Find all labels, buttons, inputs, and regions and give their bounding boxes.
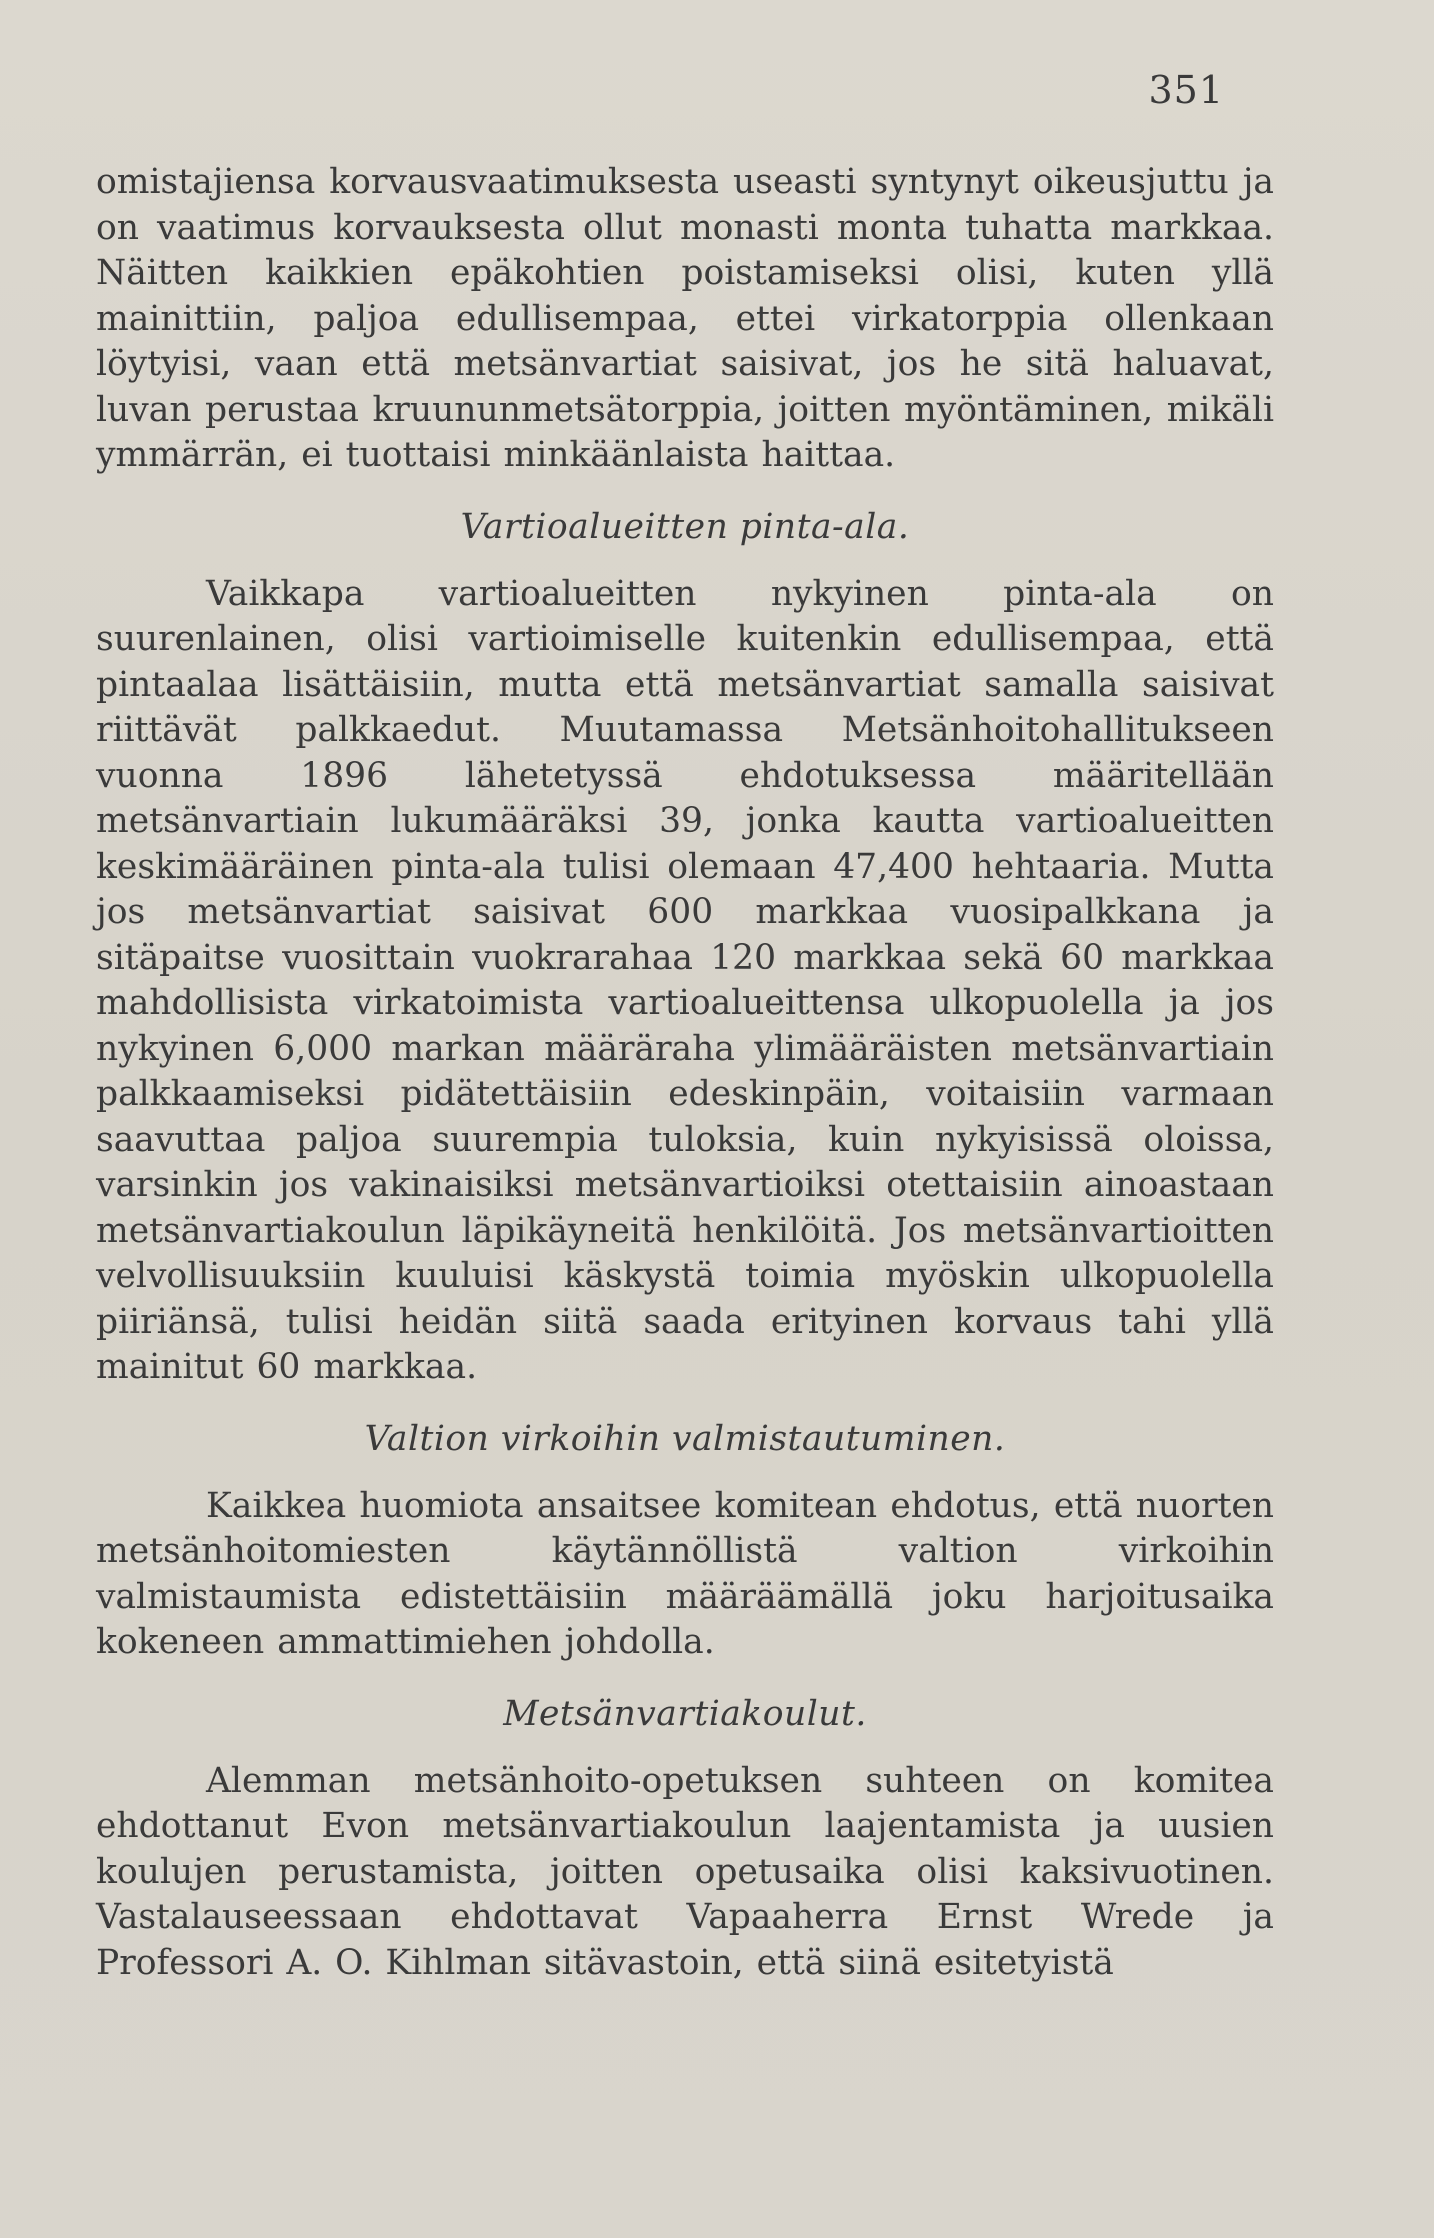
paragraph-metsanvartiakoulut: Alemman metsänhoito-opetuksen suhteen on komitea ehdottanut Evon metsänvartiakoulun laajentamista ja uusien koulujen perustamista, joitten opetusaika olisi kaksivuotinen. Vastalauseessaan ehdottavat Vapaaherra Ernst Wrede ja Professori A. O. Kihlman sitävastoin, että siinä esitetyistä	[96, 1760, 1274, 1983]
section-heading-metsanvartiakoulut: Metsänvartiakoulut.	[503, 1693, 867, 1734]
page-body	[96, 160, 1274, 1986]
paragraph-continuation: omistajiensa korvausvaatimuksesta useasti syntynyt oikeusjuttu ja on vaatimus korvauksesta ollut monasti monta tuhatta markkaa. Näitten kaikkien epäkohtien poistamiseksi olisi, kuten yllä mainittiin, paljoa edullisempaa, ettei virkatorppia ollenkaan löytyisi, vaan että metsänvartiat saisivat, jos he sitä haluavat, luvan perustaa kruununmetsätorppia, joitten myöntäminen, mikäli ymmärrän, ei tuottaisi minkäänlaista haittaa.	[96, 162, 1274, 475]
paragraph-valtion: Kaikkea huomiota ansaitsee komitean ehdotus, että nuorten metsänhoitomiesten käytännöllistä valtion virkoihin valmistaumista edistettäisiin määräämällä joku harjoitusaika kokeneen ammattimiehen johdolla.	[96, 1485, 1274, 1662]
section-heading-vartioalueitten: Vartioalueitten pinta-ala.	[460, 506, 910, 547]
page-number: 351	[1148, 68, 1224, 112]
section-heading-valtion: Valtion virkoihin valmistautuminen.	[364, 1418, 1006, 1459]
paragraph-vartioalueitten: Vaikkapa vartioalueitten nykyinen pinta-ala on suurenlainen, olisi vartioimiselle kuitenkin edullisempaa, että pintaalaa lisättäisiin, mutta että metsänvartiat samalla saisivat riittävät palkkaedut. Muutamassa Metsänhoitohallitukseen vuonna 1896 lähetetyssä ehdotuksessa määritellään metsänvartiain lukumääräksi 39, jonka kautta vartioalueitten keskimääräinen pinta-ala tulisi olemaan 47,400 hehtaaria. Mutta jos metsänvartiat saisivat 600 markkaa vuosipalkkana ja sitäpaitse vuosittain vuokrarahaa 120 markkaa sekä 60 markkaa mahdollisista virkatoimista vartioalueittensa ulkopuolella ja jos nykyinen 6,000 markan määräraha ylimääräisten metsänvartiain palkkaamiseksi pidätettäisiin edeskinpäin, voitaisiin varmaan saavuttaa paljoa suurempia tuloksia, kuin nykyisissä oloissa, varsinkin jos vakinaisiksi metsänvartioiksi otettaisiin ainoastaan metsänvartiakoulun läpikäyneitä henkilöitä. Jos metsänvartioitten velvollisuuksiin kuuluisi käskystä toimia myöskin ulkopuolella piiriänsä, tulisi heidän siitä saada erityinen korvaus tahi yllä mainitut 60 markkaa.	[96, 573, 1274, 1387]
